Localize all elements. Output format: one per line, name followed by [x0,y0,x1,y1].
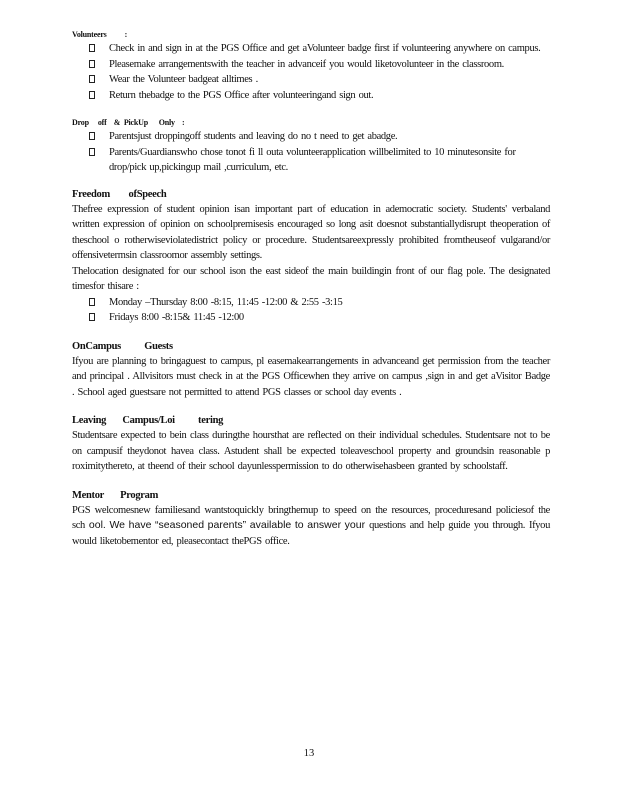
bullet-icon [89,313,95,321]
volunteers-section [72,29,550,103]
page-content [72,29,550,549]
guests-heading: OnCampus Guests [72,340,173,352]
guests-paragraph: Ifyou are planning to bringaguest to campus, pl easemakearrangements in advanceand get permission from the teacher and principal . Allvisitors must check in at the PGS Officewhen they arrive on campus ,sign in and get aVisitor Badge . School aged guestsare not permitted to attend PGS classes or school day events . [72,355,550,398]
freedom-location-paragraph: Thelocation designated for our school ison the east sideof the main buildingin front of our flag pole. The designated timesfor thisare : [72,265,550,292]
dropoff-heading: Drop off & PickUp Only : [72,118,185,127]
list-item [72,129,550,145]
bullet-icon [89,75,95,83]
bullet-icon [89,44,95,52]
bullet-icon [89,91,95,99]
bullet-icon [89,132,95,140]
list-item [72,88,550,104]
list-item [72,295,550,311]
mentor-paragraph [72,503,550,550]
bullet-icon [89,298,95,306]
mentor-paragraph-end: questions and help guide you through. Ifyou would liketobementor ed, pleasecontact thePGS office. [72,520,550,547]
list-item [72,310,550,326]
list-item-text: Fridays 8:00 -8:15& 11:45 -12:00 [109,312,244,323]
list-item-text: Pleasemake arrangementswith the teacher in advanceif you would liketovolunteer in the classroom. [109,58,504,70]
leaving-section [72,414,550,475]
list-item [72,57,550,73]
list-item [72,41,550,57]
mentor-paragraph-tail: ool. We have “seasoned parents” available to answer your [88,519,366,531]
list-item-text: Return thebadge to the PGS Office after volunteeringand sign out. [109,89,374,101]
mentor-heading: Mentor Program [72,489,159,501]
freedom-paragraph: Thefree expression of student opinion isan important part of education in ademocratic society. Students' verbaland written expression of opinion on schoolpremisesis encouraged so long asit doesnot substantiallydisrupt theoperation of theschool o rotherwiseviolatedistrict policy or procedure. Studentsareexpressly prohibited fromtheuseof vulgarand/or offensivetermsin classroomor assembly settings. [72,203,550,261]
mentor-section [72,489,550,550]
leaving-paragraph: Studentsare expected to bein class duringthe hoursthat are reflected on their individual schedules. Studentsare not to be on campusif theydonot havea class. Astudent shall be expected toleaveschool property and groundsin reasonable p roximitythereto, at theend of their school dayunlesspermission to do otherwisehasbeen granted by schoolstaff. [72,430,550,472]
bullet-icon [89,148,95,156]
list-item-text: Monday –Thursday 8:00 -8:15, 11:45 -12:00 & 2:55 -3:15 [109,296,343,308]
volunteers-heading: Volunteers : [72,30,128,39]
dropoff-list [72,129,550,176]
page-number: 13 [303,748,315,759]
list-item [72,72,550,88]
bullet-icon [89,60,95,68]
list-item-text: Parents/Guardianswho chose tonot fi ll outa volunteerapplication willbelimited to 10 minutesonsite for drop/pick up,pickingup mail ,curriculum, etc. [109,146,516,173]
freedom-section [72,188,550,326]
list-item-text: Check in and sign in at the PGS Office and get aVolunteer badge first if volunteering anywhere on campus. [109,43,541,54]
leaving-heading: Leaving Campus/Loi tering [72,415,224,426]
freedom-heading: Freedom ofSpeech [72,188,167,200]
list-item [72,145,550,176]
mentor-paragraph-main: PGS welcomesnew familiesand wantstoquickly bringthemup to speed on the resources, proceduresand policiesof the sch [72,504,550,531]
volunteers-list [72,41,550,103]
list-item-text: Wear the Volunteer badgeat alltimes . [109,74,258,85]
dropoff-section [72,117,550,176]
guests-section [72,340,550,401]
list-item-text: Parentsjust droppingoff students and leaving do no t need to get abadge. [109,131,398,142]
freedom-times-list [72,295,550,326]
